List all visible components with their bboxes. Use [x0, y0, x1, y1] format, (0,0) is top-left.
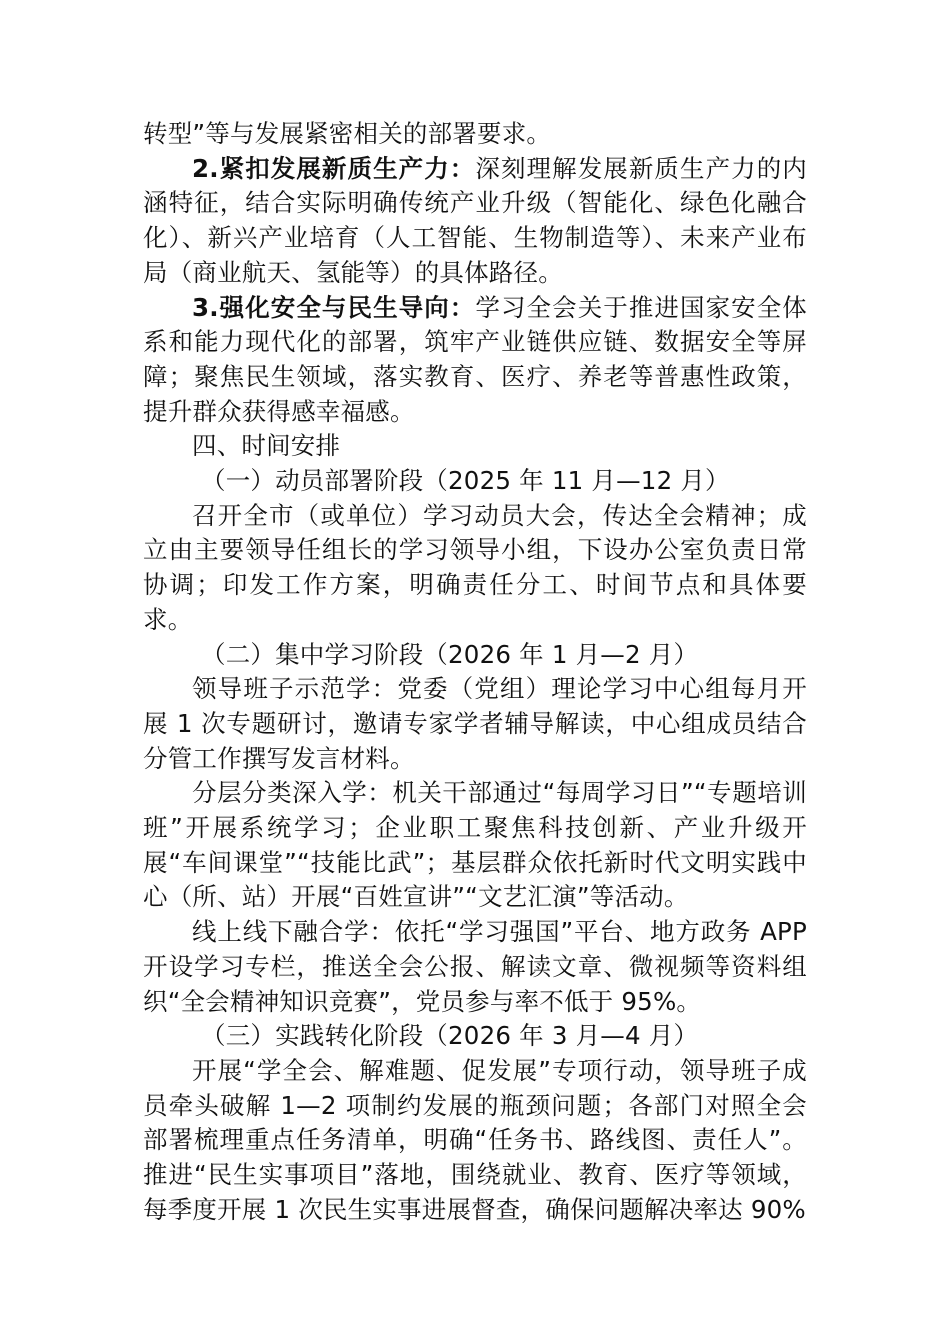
paragraph-layered-study: 分层分类深入学：机关干部通过“每周学习日”“专题培训班”开展系统学习；企业职工聚焦科技创新、产业升级开展“车间课堂”“技能比武”；基层群众依托新时代文明实践中心（所、站）开展“百姓宣讲”“文艺汇演”等活动。 — [143, 778, 807, 912]
item-2-lead: 2.紧扣发展新质生产力： — [192, 153, 476, 183]
subheading-phase-1: （一）动员部署阶段（2025 年 11 月—12 月） — [201, 466, 730, 496]
item-3-body: 学习全会关于推进国家安全体系和能力现代化的部署，筑牢产业链供应链、数据安全等屏障；聚焦民生领域，落实教育、医疗、养老等普惠性政策，提升群众获得感幸福感。 — [143, 292, 807, 426]
section-heading-schedule: 四、时间安排 — [192, 431, 341, 461]
subheading-phase-2: （二）集中学习阶段（2026 年 1 月—2 月） — [201, 639, 699, 669]
paragraph-leadership-study: 领导班子示范学：党委（党组）理论学习中心组每月开展 1 次专题研讨，邀请专家学者辅导解读，中心组成员结合分管工作撰写发言材料。 — [143, 674, 807, 773]
paragraph-item-2 — [143, 152, 807, 291]
item-2-body: 深刻理解发展新质生产力的内涵特征，结合实际明确传统产业升级（智能化、绿色化融合化）、新兴产业培育（人工智能、生物制造等）、未来产业布局（商业航天、氢能等）的具体路径。 — [143, 153, 807, 287]
paragraph-item-3 — [143, 291, 807, 430]
paragraph-continuation: 转型”等与发展紧密相关的部署要求。 — [143, 119, 552, 148]
subheading-phase-3: （三）实践转化阶段（2026 年 3 月—4 月） — [201, 1021, 699, 1051]
paragraph-online-study: 线上线下融合学：依托“学习强国”平台、地方政务 APP开设学习专栏，推送全会公报、解读文章、微视频等资料组织“全会精神知识竞赛”，党员参与率不低于 95%。 — [143, 917, 807, 1016]
paragraph-phase-3: 开展“学全会、解难题、促发展”专项行动，领导班子成员牵头破解 1—2 项制约发展的瓶颈问题；各部门对照全会部署梳理重点任务清单，明确“任务书、路线图、责任人”。推进“民生实事项目”落地，围绕就业、教育、医疗等领域，每季度开展 1 次民生实事进展督查，确保问题解决率达 90% — [143, 1055, 807, 1224]
paragraph-phase-1: 召开全市（或单位）学习动员大会，传达全会精神；成立由主要领导任组长的学习领导小组，下设办公室负责日常协调；印发工作方案，明确责任分工、时间节点和具体要求。 — [143, 500, 807, 634]
document-page — [143, 117, 807, 1228]
item-3-lead: 3.强化安全与民生导向： — [192, 292, 476, 322]
